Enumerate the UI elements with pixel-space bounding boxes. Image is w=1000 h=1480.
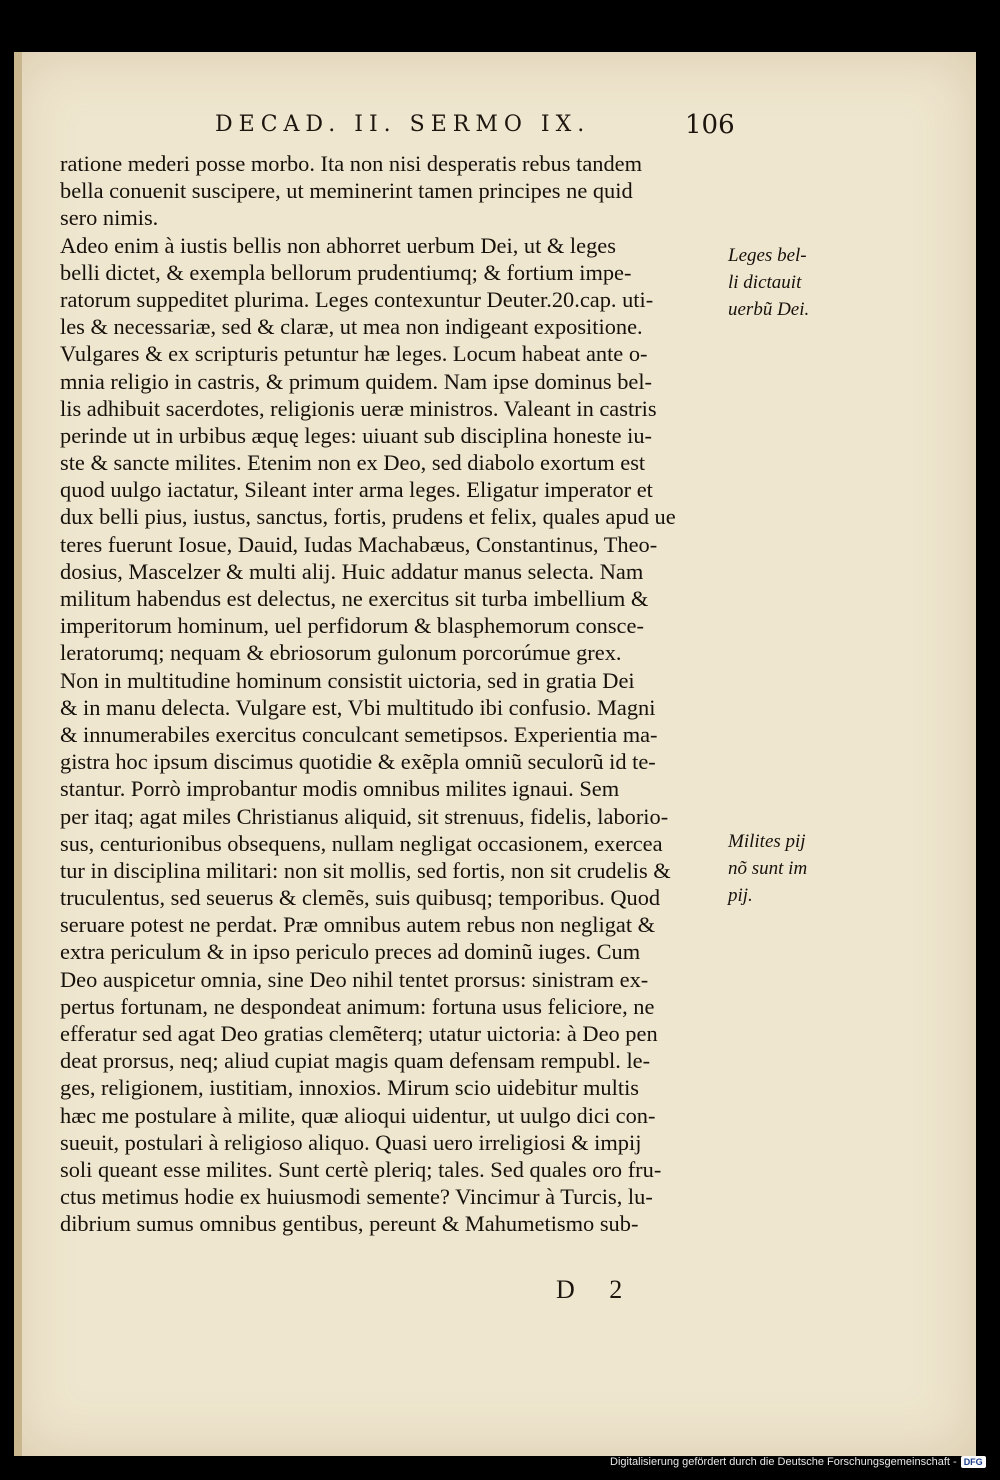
text-line: tur in disciplina militari: non sit mollis, sed fortis, non sit crudelis & [60,857,671,883]
text-line: lis adhibuit sacerdotes, religionis ueræ ministros. Valeant in castris [60,395,657,421]
text-line: Deo auspicetur omnia, sine Deo nihil tentet prorsus: sinistram ex- [60,966,649,992]
running-head: DECAD. II. SERMO IX. [215,112,591,137]
text-line: & in manu delecta. Vulgare est, Vbi multitudo ibi confusio. Magni [60,694,656,720]
text-line: sero nimis. [60,205,159,231]
text-line: dux belli pius, iustus, sanctus, fortis, prudens et felix, quales apud ue [60,504,676,530]
text-line: teres fuerunt Iosue, Dauid, Iudas Machabæus, Constantinus, Theo- [60,531,658,557]
marginal-note-leges [728,242,838,324]
page-gutter [14,52,22,1456]
text-line: seruare potest ne perdat. Præ omnibus autem rebus non negligat & [60,912,656,938]
text-line: perinde ut in urbibus æquę leges: uiuant sub disciplina honeste iu- [60,422,653,448]
text-line: stantur. Porrò improbantur modis omnibus milites ignaui. Sem [60,776,620,802]
text-line: deat prorsus, neq; aliud cupiat magis quam defensam rempubl. le- [60,1048,651,1074]
marginal-line: uerbũ Dei. [728,299,810,321]
text-line: ste & sancte milites. Etenim non ex Deo, sed diabolo exortum est [60,450,646,476]
text-line: bella conuenit suscipere, ut meminerint tamen principes ne quid [60,178,633,204]
text-line: Adeo enim à iustis bellis non abhorret uerbum Dei, ut & leges [60,232,616,258]
text-line: leratorumq; nequam & ebriosorum gulonum porcorúmue grex. [60,640,622,666]
text-line: sus, centurionibus obsequens, nullam negligat occasionem, exercea [60,830,663,856]
text-line: hæc me postulare à milite, quæ alioqui uidentur, ut uulgo dici con- [60,1102,656,1128]
text-line: & innumerabiles exercitus conculcant semetipsos. Experientia ma- [60,721,658,747]
text-line: ratione mederi posse morbo. Ita non nisi desperatis rebus tandem [60,151,643,176]
marginal-line: Leges bel- [728,245,807,266]
text-line: sueuit, postulari à religioso aliquo. Quasi uero irreligiosi & impij [60,1129,642,1155]
digitization-footer [610,1456,986,1468]
text-line: imperitorum hominum, uel perfidorum & blasphemorum consce- [60,613,644,639]
text-line: Vulgares & ex scripturis petuntur hæ leges. Locum habeat ante o- [60,341,648,367]
footer-text: Digitalisierung gefördert durch die Deutsche Forschungsgemeinschaft - [610,1456,957,1468]
marginal-note-milites [728,828,838,910]
text-line: extra periculum & in ipso periculo preces ad dominũ iuges. Cum [60,939,641,965]
text-line: Non in multitudine hominum consistit uictoria, sed in gratia Dei [60,667,635,693]
text-line: pertus fortunam, ne despondeat animum: fortuna usus feliciore, ne [60,993,655,1019]
text-line: efferatur sed agat Deo gratias clemẽterq; utatur uictoria: à Deo pen [60,1021,658,1046]
marginal-line: Milites pij [728,831,806,852]
text-line: ges, religionem, iustitiam, innoxios. Mirum scio uidebitur multis [60,1075,640,1101]
text-line: quod uulgo iactatur, Sileant inter arma leges. Eligatur imperator et [60,477,653,503]
text-line: ratorum suppeditet plurima. Leges contexuntur Deuter.20.cap. uti- [60,286,654,312]
text-line: dosius, Mascelzer & multi alij. Huic addatur manus selecta. Nam [60,558,644,584]
marginal-line: nõ sunt im [728,858,808,880]
text-line: dibrium sumus omnibus gentibus, pereunt & Mahumetismo sub- [60,1211,639,1237]
text-line: soli queant esse milites. Sunt certè pleriq; tales. Sed quales oro fru- [60,1156,662,1182]
marginal-line: li dictauit [728,272,802,294]
text-line: militum habendus est delectus, ne exercitus sit turba imbellium & [60,586,649,611]
page-number: 106 [685,110,735,140]
text-line: truculentus, sed seuerus & clemẽs, suis quibusq; temporibus. Quod [60,885,661,911]
text-line: mnia religio in castris, & primum quidem. Nam ipse dominus bel- [60,368,653,394]
text-line: belli dictet, & exempla bellorum prudentiumq; & fortium impe- [60,259,632,285]
text-line: ctus metimus hodie ex huiusmodi semente? Vincimur à Turcis, lu- [60,1184,653,1210]
signature-mark: D 2 [556,1275,637,1304]
dfg-logo: DFG [961,1456,986,1468]
text-line: gistra hoc ipsum discimus quotidie & exẽpla omniũ seculorũ id te- [60,749,656,775]
body-text [60,150,720,1238]
text-line: per itaq; agat miles Christianus aliquid, sit strenuus, fidelis, laborio- [60,803,669,829]
text-line: les & necessariæ, sed & claræ, ut mea non indigeant expositione. [60,314,643,340]
marginal-line: pij. [728,885,753,907]
